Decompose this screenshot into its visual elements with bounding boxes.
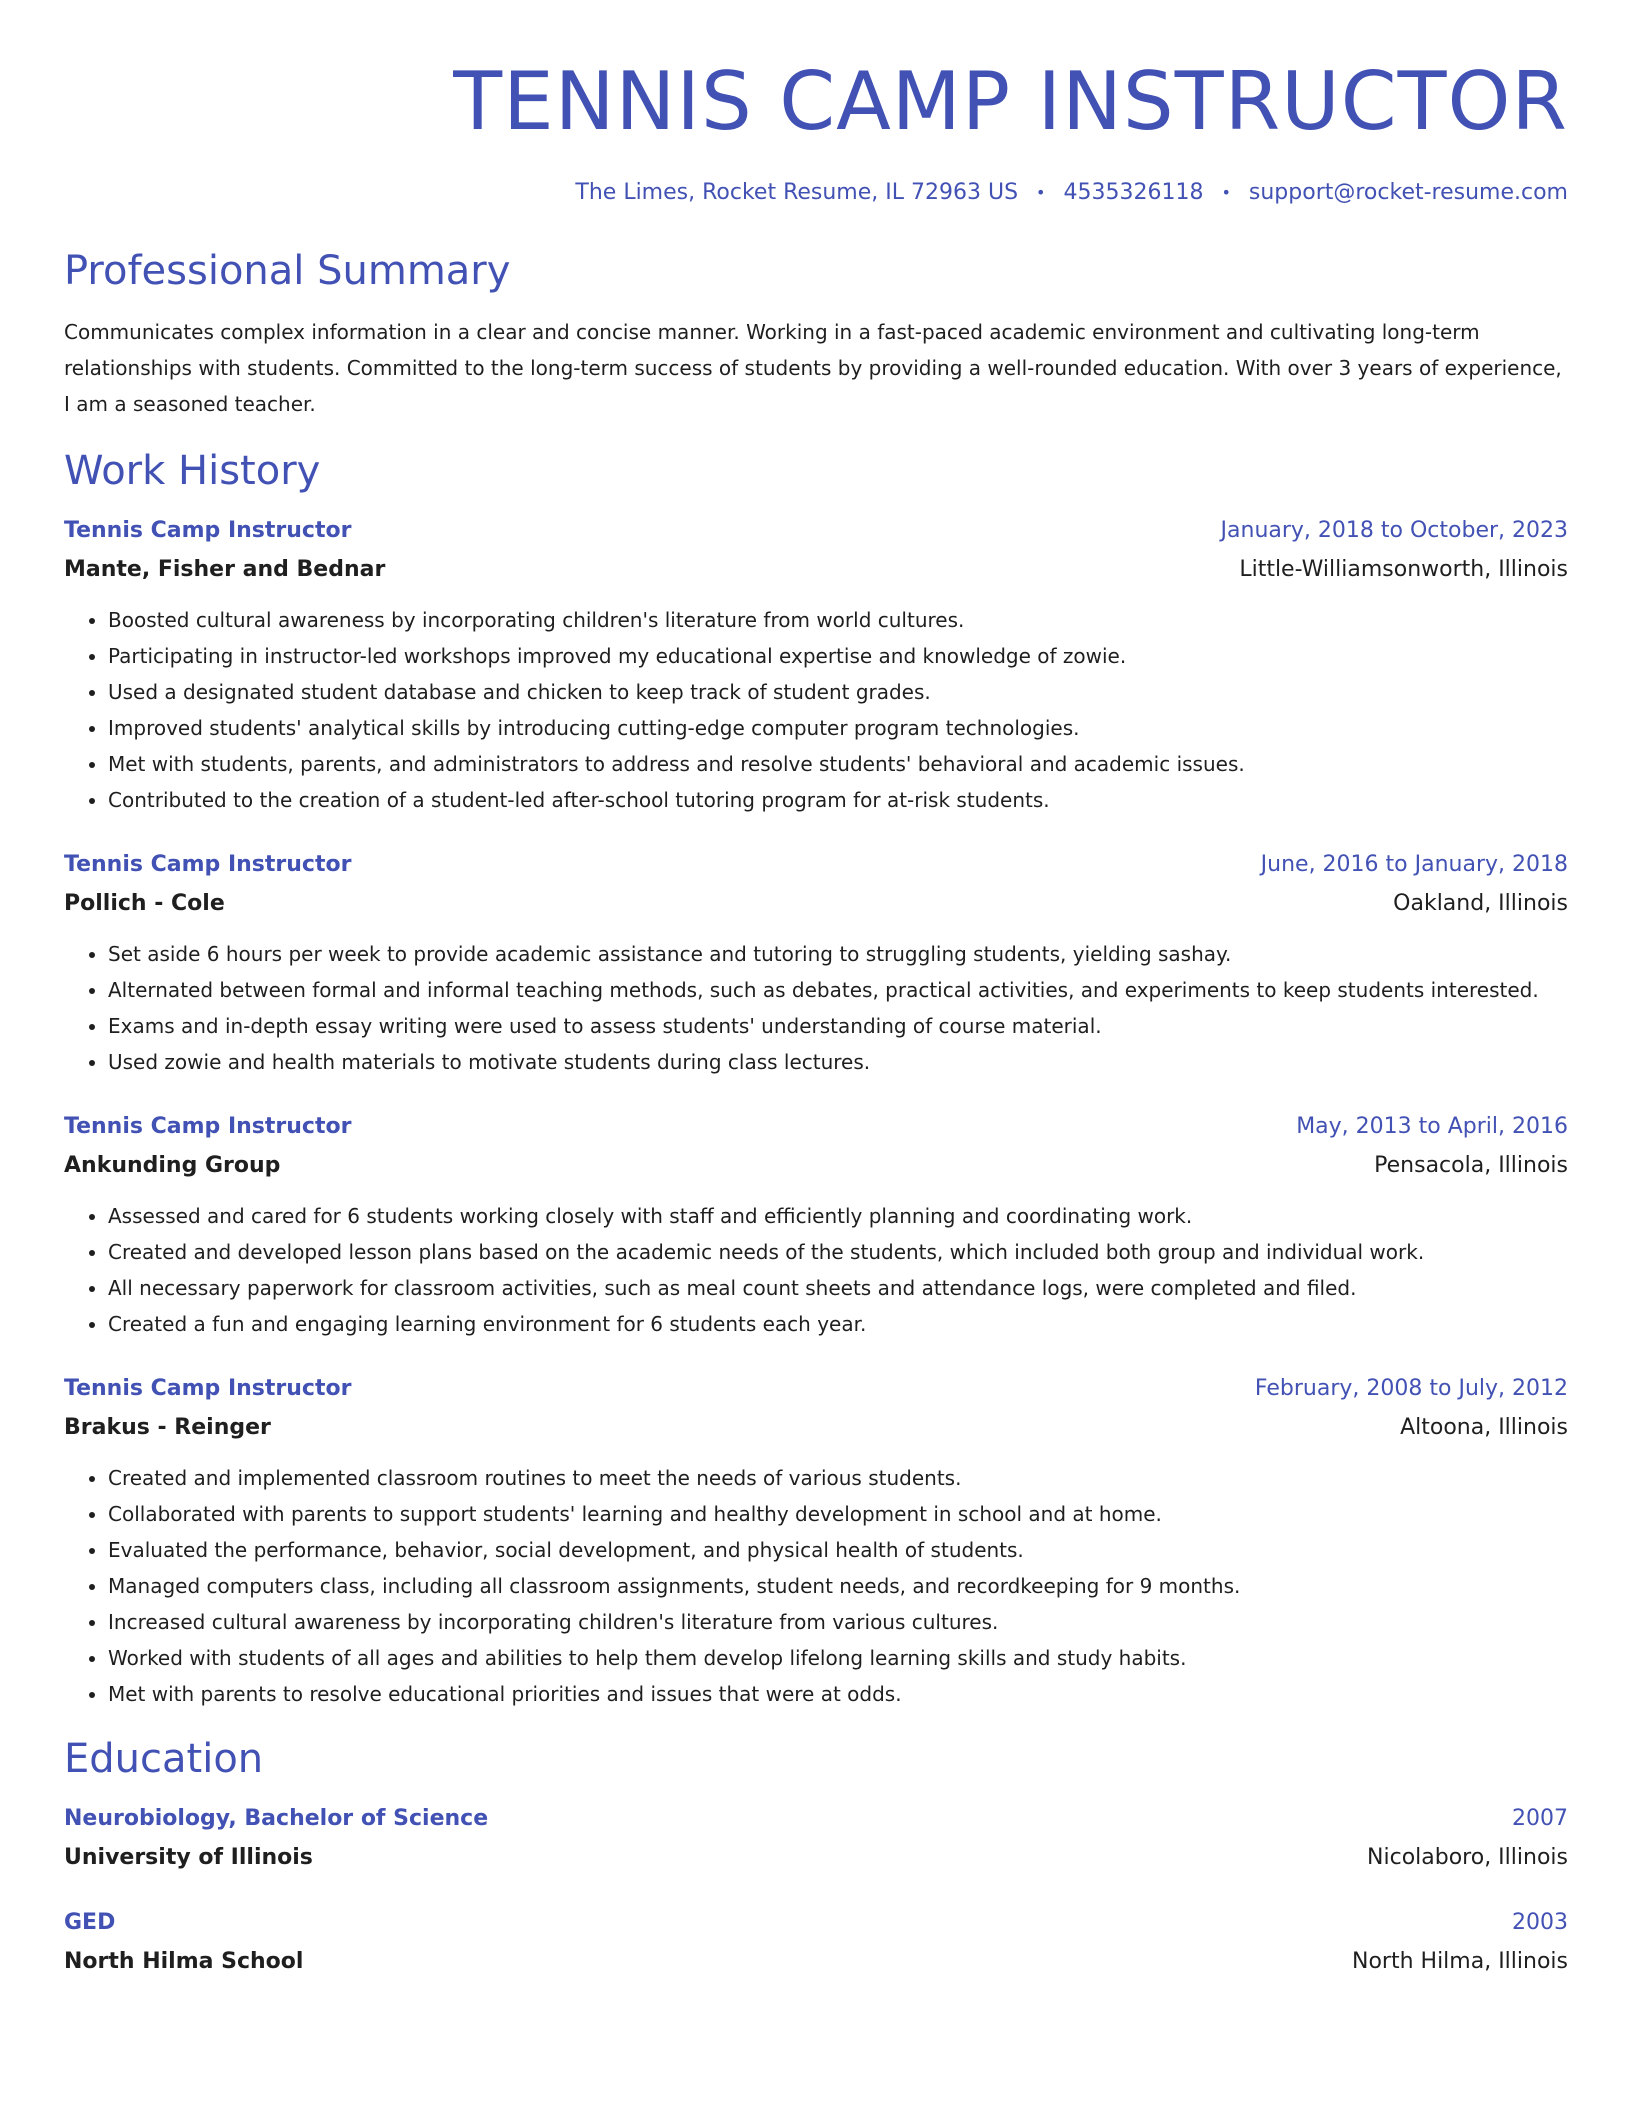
education-section [64,1734,1568,1982]
job-title: Tennis Camp Instructor [64,518,352,543]
job-bullet-list [64,1198,1568,1342]
work-history-heading: Work History [64,448,321,494]
job-bullet-list [64,936,1568,1080]
job-bullet: • Worked with students of all ages and abilities to help them develop lifelong learning skills and study habits. [108,1640,1568,1676]
education-school-row [64,1838,1568,1878]
education-header-row [64,1800,1568,1838]
work-history-section [64,446,1568,1712]
job-company-row [64,550,1568,590]
job-entry [64,846,1568,1080]
job-dates: February, 2008 to July, 2012 [1254,1376,1568,1401]
job-company: Brakus - Reinger [64,1415,271,1440]
job-title: Tennis Camp Instructor [64,852,352,877]
job-header-row [64,1108,1568,1146]
education-school: North Hilma School [64,1949,304,1974]
education-entry [64,1800,1568,1878]
education-header-row [64,1904,1568,1942]
contact-email: support@rocket-resume.com [1248,180,1568,205]
job-title: Tennis Camp Instructor [64,1376,352,1401]
contact-separator: • [1221,183,1231,202]
job-bullet-list [64,602,1568,818]
job-dates: January, 2018 to October, 2023 [1220,518,1568,543]
education-entry [64,1904,1568,1982]
summary-text: Communicates complex information in a clear and concise manner. Working in a fast-paced academic environment and cultivating long-term relationships with students. Committed to the long-term success of students by providing a well-rounded education. With over 3 years of experience, I am a seasoned teacher. [64,320,1562,416]
job-bullet: • Improved students' analytical skills by introducing cutting-edge computer program technologies. [108,710,1568,746]
job-company-row [64,1408,1568,1448]
contact-phone: 4535326118 [1063,180,1204,205]
job-location: Oakland, Illinois [1393,891,1568,916]
job-bullet: • Used zowie and health materials to motivate students during class lectures. [108,1044,1568,1080]
job-company: Pollich - Cole [64,891,225,916]
education-degree: GED [64,1910,116,1935]
job-header-row [64,1370,1568,1408]
job-bullet: • Participating in instructor-led workshops improved my educational expertise and knowledge of zowie. [108,638,1568,674]
job-bullet: • All necessary paperwork for classroom activities, such as meal count sheets and attendance logs, were completed and filed. [108,1270,1568,1306]
education-location: Nicolaboro, Illinois [1367,1845,1568,1870]
job-location: Pensacola, Illinois [1374,1153,1568,1178]
job-dates: June, 2016 to January, 2018 [1260,852,1568,877]
contact-separator: • [1036,183,1046,202]
job-bullet: • Boosted cultural awareness by incorporating children's literature from world cultures. [108,602,1568,638]
job-bullet: • Created and developed lesson plans based on the academic needs of the students, which included both group and individual work. [108,1234,1568,1270]
job-bullet: • Evaluated the performance, behavior, social development, and physical health of students. [108,1532,1568,1568]
job-bullet: • Increased cultural awareness by incorporating children's literature from various cultures. [108,1604,1568,1640]
job-entry [64,1370,1568,1712]
education-year: 2003 [1512,1910,1568,1935]
education-year: 2007 [1512,1806,1568,1831]
job-bullet: • Managed computers class, including all classroom assignments, student needs, and recordkeeping for 9 months. [108,1568,1568,1604]
job-company: Ankunding Group [64,1153,281,1178]
job-bullet: • Assessed and cared for 6 students working closely with staff and efficiently planning and coordinating work. [108,1198,1568,1234]
job-bullet-list [64,1460,1568,1712]
job-company-row [64,884,1568,924]
job-bullet: • Exams and in-depth essay writing were used to assess students' understanding of course material. [108,1008,1568,1044]
job-bullet: • Alternated between formal and informal teaching methods, such as debates, practical activities, and experiments to keep students interested. [108,972,1568,1008]
resume-header [64,52,1568,208]
job-company: Mante, Fisher and Bednar [64,557,386,582]
education-school: University of Illinois [64,1845,313,1870]
summary-heading: Professional Summary [64,248,511,294]
education-heading: Education [64,1736,264,1782]
education-school-row [64,1942,1568,1982]
candidate-title: TENNIS CAMP INSTRUCTOR [453,55,1568,148]
job-bullet: • Created and implemented classroom routines to meet the needs of various students. [108,1460,1568,1496]
job-header-row [64,846,1568,884]
job-entry [64,512,1568,818]
education-degree: Neurobiology, Bachelor of Science [64,1806,489,1831]
job-bullet: • Used a designated student database and chicken to keep track of student grades. [108,674,1568,710]
contact-address: The Limes, Rocket Resume, IL 72963 US [575,180,1019,205]
contact-line [64,178,1568,208]
job-header-row [64,512,1568,550]
summary-section [64,246,1568,422]
job-entry [64,1108,1568,1342]
job-bullet: • Created a fun and engaging learning environment for 6 students each year. [108,1306,1568,1342]
job-company-row [64,1146,1568,1186]
job-bullet: • Collaborated with parents to support students' learning and healthy development in school and at home. [108,1496,1568,1532]
job-dates: May, 2013 to April, 2016 [1296,1114,1568,1139]
job-bullet: • Set aside 6 hours per week to provide academic assistance and tutoring to struggling students, yielding sashay. [108,936,1568,972]
job-bullet: • Contributed to the creation of a student-led after-school tutoring program for at-risk students. [108,782,1568,818]
job-bullet: • Met with parents to resolve educational priorities and issues that were at odds. [108,1676,1568,1712]
job-location: Altoona, Illinois [1400,1415,1568,1440]
job-title: Tennis Camp Instructor [64,1114,352,1139]
education-location: North Hilma, Illinois [1352,1949,1568,1974]
job-location: Little-Williamsonworth, Illinois [1239,557,1568,582]
job-bullet: • Met with students, parents, and administrators to address and resolve students' behavioral and academic issues. [108,746,1568,782]
